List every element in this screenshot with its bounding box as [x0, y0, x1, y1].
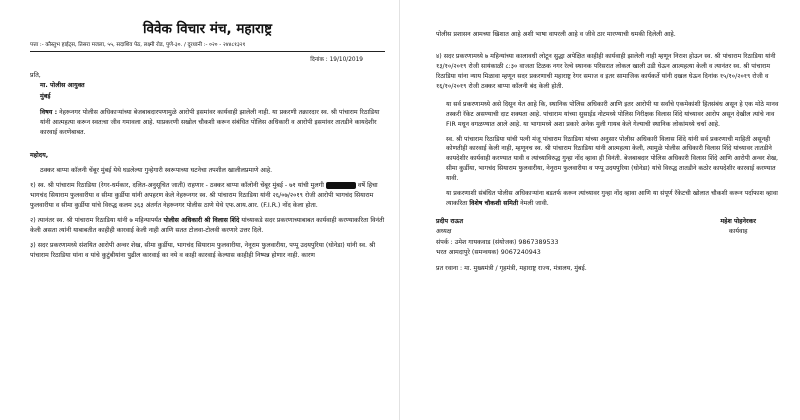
point-2 — [30, 216, 385, 236]
recipient-city: मुंबई — [40, 92, 51, 100]
redaction-mark — [326, 182, 356, 189]
salutation: महोदय, — [30, 152, 49, 160]
point-2-text-c: यांच्याकडे सदर प्रकरणाच्याबाबत कार्यवाही करण्याकरिता विनंती केली असता त्यांनी याबाबतीत काहीही कारवाई केली नाही आणि सतत टोलवा-टोलवी करणारे उत्तर दिले. — [30, 217, 385, 235]
paragraph-wife-statement: स्व. श्री पांचाराम रिठाडिया यांची पत्नी मंजू पांचाराम रिठाडिया यांच्या अनुसार पोलीस अधिकारी विलास शिंदे यांनी सर्व प्रकरणाची माहिती असूनही कोणतीही कारवाई केली नाही, म्हणूनच स्व. श्री पांचाराम रिठाडिया यांनी आत्महत्या केली, त्यामुळे पोलीस अधिकारी विलास शिंदे यांच्यावर तातडीने कायदेशीर कार्यवाही करण्यात यावी व त्यांच्याविरुद्ध गुन्हा नोंद व्हावा ही विनंती. बेजबाबदार पोलिस अधिकारी विलास शिंदे आणि आरोपी अन्वर शेख, सीमा कुर्डीया, भागचंद सियाराम फुलवारीया, नेनूराम फुलवारीया व पप्पू उदयपुरिया (घोनेडा) यांचे विरुद्ध तातडीने कठोर कायदेशीर कारवाई करण्यात यावी. — [446, 135, 779, 183]
subject-label: विषय : — [40, 108, 58, 116]
subject-text: नेहरूनगर पोलीस अधिकाऱ्यांच्या बेजबाबदारपणामुळे आरोपी इसमांवर कार्यवाही झालेली नाही. या प्रकरणी तक्रारदार स्व. श्री पांचाराम रिठाडिया यांनी आत्महत्या करून स्वतःचा जीव गमावला आहे. याप्रकरणी सखोल चौकशी करून संबंधित पोलिस अधिकारी व आरोपी इसमांवर तातडीने कायदेशीर कारवाई करणेबाबत. — [40, 108, 380, 136]
point-2-text-a: २) त्यानंतर स्व. श्री पांचाराम रिठाडिया यांनी ७ महिन्यापर्यंत — [30, 217, 162, 225]
point-3: ३) सदर प्रकरणामध्ये संशयित आरोपी अन्वर शेख, सीमा कुर्डीया, भागचंद सियाराम फुलवारीया, नेनूराम फुलवारीया, पप्पू उदयपुरिया (घोनेडा) यांनी स्व. श्री पांचाराम रिठाडिया यांना व यांचे कुटुंबीयांना पुढील कारवाई का नये व काही कारवाई केल्यास काहीही निष्पन्न होणार नाही. कारण — [30, 242, 376, 259]
signatory-secretary-name: महेश पोहनेरकर — [720, 218, 756, 226]
subject-line — [30, 108, 385, 138]
contact-block — [436, 238, 786, 258]
signatory-secretary-role: कार्यवाह — [728, 228, 748, 236]
continuation-paragraph: पोलीस प्रशासन आमच्या खिशात आहे अशी भाषा वापरली आहे व जीवे ठार मारण्याची धमकी दिलेली आहे. — [436, 31, 676, 38]
letter-page-2 — [400, 0, 800, 420]
contact-liaison: भरत आमदापुरे (समन्वयक) 9067240943 — [436, 249, 541, 257]
recipient-title: मा. पोलीस आयुक्त — [40, 82, 85, 90]
intro-paragraph: ठक्कर बाप्पा कॉलनी चेंबूर मुंबई येथे घडलेल्या गुन्हेगारी स्वरूपाच्या घटनेचा तपशील खालीलप्रमाणे आहे. — [40, 167, 273, 175]
point-2-officer: पोलीस अधिकारी श्री विलास शिंदे — [163, 217, 240, 225]
signatory-president-role: अध्यक्ष — [436, 228, 452, 236]
copy-to-line: प्रत रवाना : मा. मुख्यमंत्री / गृहमंत्री, महाराष्ट्र राज्य, मंत्रालय, मुंबई. — [436, 265, 587, 273]
signature-row — [436, 217, 786, 237]
demand-text-a: या प्रकरणाशी संबंधित पोलीस अधिकाऱ्यांना बडतर्फ करून त्यांच्यावर गुन्हा नोंद व्हावा आणि या संपूर्ण रॅकेटची खोलात चौकशी करून पर्दाफाश व्हावा त्याकरिता — [446, 190, 778, 208]
letter-date: दिनांक : 19/10/2019 — [310, 57, 363, 64]
letterhead-divider — [30, 51, 385, 52]
paragraph-demand — [436, 189, 786, 209]
signature-left — [436, 217, 463, 237]
letterhead-title: विवेक विचार मंच, महाराष्ट्र — [143, 21, 272, 37]
contact-coordinator: संपर्क : उमेश गायकवाड (संयोजक) 9867389533 — [436, 239, 559, 247]
signatory-president-name: प्रदीप राऊत — [436, 218, 464, 226]
demand-text-c: नेमली जावी. — [520, 200, 549, 208]
demand-committee: विशेष चौकशी समिती — [469, 200, 519, 208]
letterhead-address: पत्ता :- कौस्तुभ हाईट्स, तिसरा मजला, ५५, सदाशिव पेठ, लक्ष्मी रोड, पुणे-३०. / दूरध्वनी :- ०२० - २४४८१३२१ — [30, 41, 246, 48]
point-1-text-a: १) स्व. श्री पांचाराम रिठाडिया (रेगर-धर्मकार, दलित-अनुसूचित जाती) राहणार - ठक्कर बाप्पा कॉलोनी चेंबूर मुंबई - ७१ यांची मुलगी — [30, 182, 324, 190]
point-4: ४) सदर प्रकरणामध्ये ७ महिन्यांच्या कालावधी लोटून सुद्धा अपेक्षित काहीही कार्यवाही झालेली नाही म्हणून निराश होऊन स्व. श्री पांचाराम रिठाडिया यांनी १३/१०/२०१९ रोजी सायंकाळी ८:३० वाजता टिळक नगर रेल्वे स्थानक परिसरात लोकल खाली उडी घेऊन आत्महत्या केली व त्यानंतर स्व. श्री पांचाराम रिठाडिया यांना न्याय मिळावा म्हणून सदर प्रकरणाची महाराष्ट्र रेगर समाज व इतर सामाजिक कार्यकर्ते यांनी दखल घेऊन दिनांक १५/१०/२०१९ रोजी व १६/१०/२०१९ रोजी ठक्कर बाप्पा कॉलनी बंद केली होती. — [436, 52, 776, 90]
paragraph-investigation: या सर्व प्रकरणामध्ये असे दिसून येत आहे कि, स्थानिक पोलिस अधिकारी आणि इतर आरोपी या सर्वांचे एकमेकांशी हितसंबंध असून हे एक मोठे मानव तस्करी रॅकेट असण्याची दाट शक्यता आहे. पांचाराम यांच्या सुसाईड नोटमध्ये पोलिस निरीक्षक विलास शिंदे यांच्यावर आरोप असून देखील त्यांचे नाव FIR मधून वगळण्यात आले आहे. या भागामध्ये अशा प्रकारे अनेक मुली गायब केले गेल्याची स्थानिक लोकांमध्ये चर्चा आहे. — [446, 100, 779, 128]
signature-right — [720, 217, 756, 237]
recipient-block — [30, 71, 385, 103]
point-1-text-b: वर्षे हिचा भागचंद सियाराम फुलवारीया व सीमा कुर्डीया यांनी अपहरण केले नेहरूनगर स्व. श्री पांचाराम रिठाडिया यांनी २६/०७/२०१९ रोजी आरोपी भागचंद सियाराम फुलवारीया व सीमा कुर्डीया यांचे विरुद्ध कलम ३६३ अंतर्गत नेहरूनगर पोलीस ठाणे येथे एफ.आय.आर. (F.I.R.) नोंद केला होता. — [30, 182, 378, 210]
recipient-prati: प्रति, — [30, 71, 41, 79]
point-1 — [30, 181, 385, 211]
